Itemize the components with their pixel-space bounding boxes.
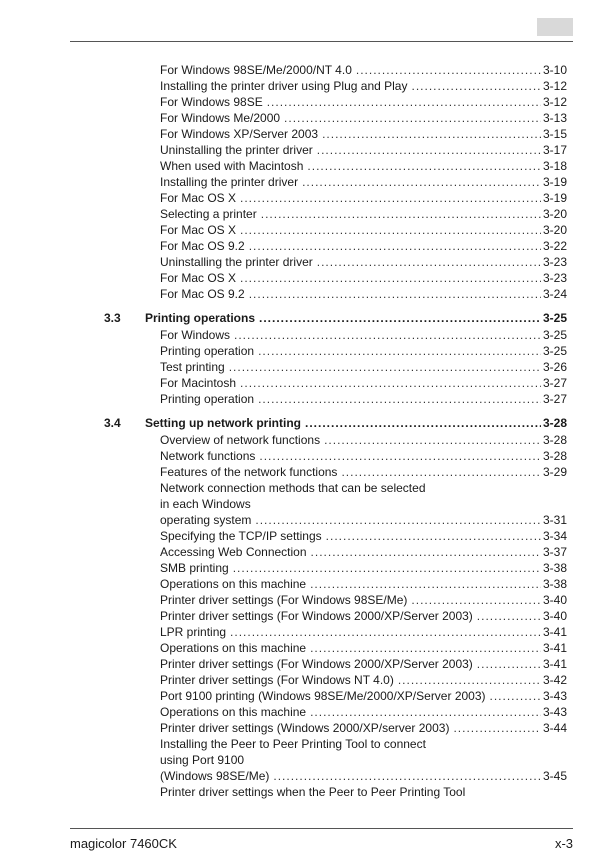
toc-entry[interactable] [160, 512, 567, 528]
section-title: Setting up network printing [145, 416, 301, 430]
section-number: 3.3 [104, 311, 121, 325]
toc-entry[interactable] [160, 391, 567, 407]
toc-entry-title: SMB printing [160, 561, 229, 575]
toc-entry-page: 3-23 [542, 271, 567, 285]
dot-leader [258, 391, 541, 407]
toc-entry-title: Printer driver settings (For Windows 2000/XP/Server 2003) [160, 609, 473, 623]
toc-entry-title: Printing operation [160, 344, 255, 358]
toc-entry-title: For Macintosh [160, 376, 237, 390]
toc-entry-page: 3-37 [542, 545, 567, 559]
toc-entry-page: 3-41 [542, 641, 567, 655]
dot-leader [255, 512, 541, 528]
toc-entry[interactable] [160, 270, 567, 286]
toc-entry-line[interactable] [160, 480, 567, 496]
toc-entry-page: 3-19 [542, 175, 567, 189]
footer-divider [70, 828, 573, 829]
toc-entry[interactable] [160, 359, 567, 375]
toc-entry-title: Installing the Peer to Peer Printing Tool to connect [160, 737, 426, 751]
section-title: Printing operations [145, 311, 256, 325]
toc-entry[interactable] [160, 94, 567, 110]
dot-leader [259, 448, 541, 464]
dot-leader [249, 286, 541, 302]
dot-leader [229, 359, 541, 375]
chapter-tab [537, 18, 573, 36]
toc-entry-title: Network connection methods that can be selected [160, 481, 426, 495]
dot-leader [398, 672, 541, 688]
dot-leader [261, 206, 541, 222]
toc-entry-page: 3-38 [542, 561, 567, 575]
footer-page-number: x-3 [554, 836, 573, 851]
section-number: 3.4 [104, 416, 121, 430]
toc-entry[interactable] [160, 576, 567, 592]
dot-leader [453, 720, 541, 736]
dot-leader [411, 592, 541, 608]
toc-entry[interactable] [160, 608, 567, 624]
toc-section-heading[interactable] [104, 415, 567, 431]
toc-entry-title: Printer driver settings when the Peer to Peer Printing Tool [160, 785, 466, 799]
toc-entry-title: For Mac OS X [160, 191, 237, 205]
toc-entry-title: Overview of network functions [160, 433, 321, 447]
dot-leader [233, 560, 541, 576]
toc-entry-title: Test printing [160, 360, 225, 374]
toc-entry-line[interactable] [160, 736, 567, 752]
toc-entry-title: For Mac OS 9.2 [160, 287, 245, 301]
toc-entry-page: 3-10 [542, 63, 567, 77]
toc-entry[interactable] [160, 254, 567, 270]
toc-entry-page: 3-45 [542, 769, 567, 783]
section-page: 3-25 [542, 311, 567, 325]
dot-leader [305, 415, 541, 431]
toc-entry-title: Installing the printer driver using Plug and Play [160, 79, 408, 93]
toc-entry-page: 3-42 [542, 673, 567, 687]
toc-entry[interactable] [160, 78, 567, 94]
toc-entry-page: 3-34 [542, 529, 567, 543]
toc-entry[interactable] [160, 158, 567, 174]
toc-entry[interactable] [160, 768, 567, 784]
toc-entry-page: 3-15 [542, 127, 567, 141]
dot-leader [326, 528, 541, 544]
dot-leader [317, 254, 541, 270]
dot-leader [259, 310, 541, 326]
toc-entry-title: Printing operation [160, 392, 255, 406]
dot-leader [234, 327, 541, 343]
toc-entry-title: Printer driver settings (For Windows 2000/XP/Server 2003) [160, 657, 473, 671]
header-divider [70, 41, 573, 42]
toc-entry-title: (Windows 98SE/Me) [160, 769, 270, 783]
toc-entry-page: 3-27 [542, 376, 567, 390]
toc-entry-title: in each Windows [160, 497, 251, 511]
dot-leader [324, 432, 541, 448]
toc-entry-page: 3-43 [542, 689, 567, 703]
toc-entry-title: LPR printing [160, 625, 227, 639]
dot-leader [240, 190, 541, 206]
toc-entry[interactable] [160, 464, 567, 480]
toc-entry-page: 3-43 [542, 705, 567, 719]
toc-section-heading[interactable] [104, 310, 567, 326]
toc-entry-line[interactable] [160, 784, 567, 800]
toc-entry-title: Printer driver settings (For Windows NT 4.0) [160, 673, 394, 687]
toc-entry-page: 3-44 [542, 721, 567, 735]
toc-entry-page: 3-38 [542, 577, 567, 591]
toc-entry-page: 3-12 [542, 95, 567, 109]
toc-entry-title: For Windows [160, 328, 231, 342]
toc-entry-page: 3-20 [542, 223, 567, 237]
dot-leader [273, 768, 541, 784]
toc-entry-title: Specifying the TCP/IP settings [160, 529, 322, 543]
toc-entry[interactable] [160, 640, 567, 656]
toc-entry-page: 3-40 [542, 609, 567, 623]
toc-entry-page: 3-25 [542, 328, 567, 342]
toc-entry-title: When used with Macintosh [160, 159, 304, 173]
toc-entry[interactable] [160, 432, 567, 448]
dot-leader [310, 704, 541, 720]
toc-entry-title: For Windows Me/2000 [160, 111, 281, 125]
toc-entry-title: operating system [160, 513, 252, 527]
toc-entry-title: Operations on this machine [160, 577, 307, 591]
toc-entry-title: Selecting a printer [160, 207, 257, 221]
toc-entry[interactable] [160, 238, 567, 254]
toc-entry-page: 3-28 [542, 433, 567, 447]
toc-entry-title: Printer driver settings (For Windows 98SE/Me) [160, 593, 408, 607]
dot-leader [302, 174, 541, 190]
toc-entry-title: Features of the network functions [160, 465, 338, 479]
toc-entry[interactable] [160, 688, 567, 704]
toc-entry-title: using Port 9100 [160, 753, 245, 767]
dot-leader [490, 688, 541, 704]
toc-entry[interactable] [160, 222, 567, 238]
footer-product-name: magicolor 7460CK [70, 836, 177, 851]
section-page: 3-28 [542, 416, 567, 430]
toc-entry-page: 3-28 [542, 449, 567, 463]
toc-entry-title: Uninstalling the printer driver [160, 143, 313, 157]
toc-entry-page: 3-41 [542, 657, 567, 671]
toc-entry[interactable] [160, 62, 567, 78]
toc-entry[interactable] [160, 286, 567, 302]
toc-entry-page: 3-22 [542, 239, 567, 253]
toc-entry[interactable] [160, 343, 567, 359]
dot-leader [258, 343, 541, 359]
dot-leader [322, 126, 541, 142]
toc-entry-title: For Mac OS 9.2 [160, 239, 245, 253]
dot-leader [477, 656, 541, 672]
dot-leader [317, 142, 541, 158]
toc-entry-title: For Mac OS X [160, 271, 237, 285]
dot-leader [249, 238, 541, 254]
dot-leader [307, 158, 541, 174]
toc-entry-page: 3-31 [542, 513, 567, 527]
toc-entry-page: 3-24 [542, 287, 567, 301]
dot-leader [240, 375, 541, 391]
toc-entry[interactable] [160, 704, 567, 720]
toc-entry[interactable] [160, 190, 567, 206]
toc-entry-page: 3-25 [542, 344, 567, 358]
toc-entry-title: Operations on this machine [160, 705, 307, 719]
toc-entry[interactable] [160, 720, 567, 736]
dot-leader [311, 544, 541, 560]
toc-entry-page: 3-27 [542, 392, 567, 406]
toc-entry-line[interactable] [160, 496, 567, 512]
dot-leader [240, 270, 541, 286]
toc-entry-title: Port 9100 printing (Windows 98SE/Me/2000/XP/Server 2003) [160, 689, 486, 703]
toc-entry-page: 3-26 [542, 360, 567, 374]
toc-entry[interactable] [160, 544, 567, 560]
toc-entry-title: For Windows XP/Server 2003 [160, 127, 319, 141]
dot-leader [356, 62, 541, 78]
dot-leader [341, 464, 541, 480]
dot-leader [284, 110, 541, 126]
toc-entry-page: 3-40 [542, 593, 567, 607]
toc-entry[interactable] [160, 528, 567, 544]
toc-entry-title: For Mac OS X [160, 223, 237, 237]
toc-entry[interactable] [160, 110, 567, 126]
toc-entry-title: For Windows 98SE/Me/2000/NT 4.0 [160, 63, 352, 77]
dot-leader [240, 222, 541, 238]
toc-entry[interactable] [160, 560, 567, 576]
toc-entry-page: 3-17 [542, 143, 567, 157]
toc-entry-line[interactable] [160, 752, 567, 768]
toc-entry-page: 3-19 [542, 191, 567, 205]
toc-entry[interactable] [160, 448, 567, 464]
toc-entry-page: 3-29 [542, 465, 567, 479]
toc-entry-title: For Windows 98SE [160, 95, 263, 109]
toc-entry-page: 3-20 [542, 207, 567, 221]
toc-entry[interactable] [160, 174, 567, 190]
toc-entry[interactable] [160, 592, 567, 608]
toc-entry[interactable] [160, 126, 567, 142]
toc-entry-title: Installing the printer driver [160, 175, 299, 189]
toc-entry[interactable] [160, 624, 567, 640]
toc-entry[interactable] [160, 206, 567, 222]
dot-leader [310, 640, 541, 656]
dot-leader [310, 576, 541, 592]
toc-entry[interactable] [160, 672, 567, 688]
toc-entry[interactable] [160, 656, 567, 672]
toc-entry-title: Printer driver settings (Windows 2000/XP/server 2003) [160, 721, 450, 735]
toc-entry-page: 3-18 [542, 159, 567, 173]
toc-entry-title: Network functions [160, 449, 256, 463]
dot-leader [477, 608, 541, 624]
toc-entry[interactable] [160, 142, 567, 158]
toc-entry-title: Operations on this machine [160, 641, 307, 655]
toc-entry-page: 3-23 [542, 255, 567, 269]
dot-leader [411, 78, 540, 94]
toc-entry-page: 3-13 [542, 111, 567, 125]
toc-entry-title: Accessing Web Connection [160, 545, 307, 559]
toc-entry-title: Uninstalling the printer driver [160, 255, 313, 269]
dot-leader [230, 624, 541, 640]
toc-entry-page: 3-41 [542, 625, 567, 639]
toc-entry-page: 3-12 [542, 79, 567, 93]
toc-entry[interactable] [160, 375, 567, 391]
toc-entry[interactable] [160, 327, 567, 343]
dot-leader [267, 94, 541, 110]
